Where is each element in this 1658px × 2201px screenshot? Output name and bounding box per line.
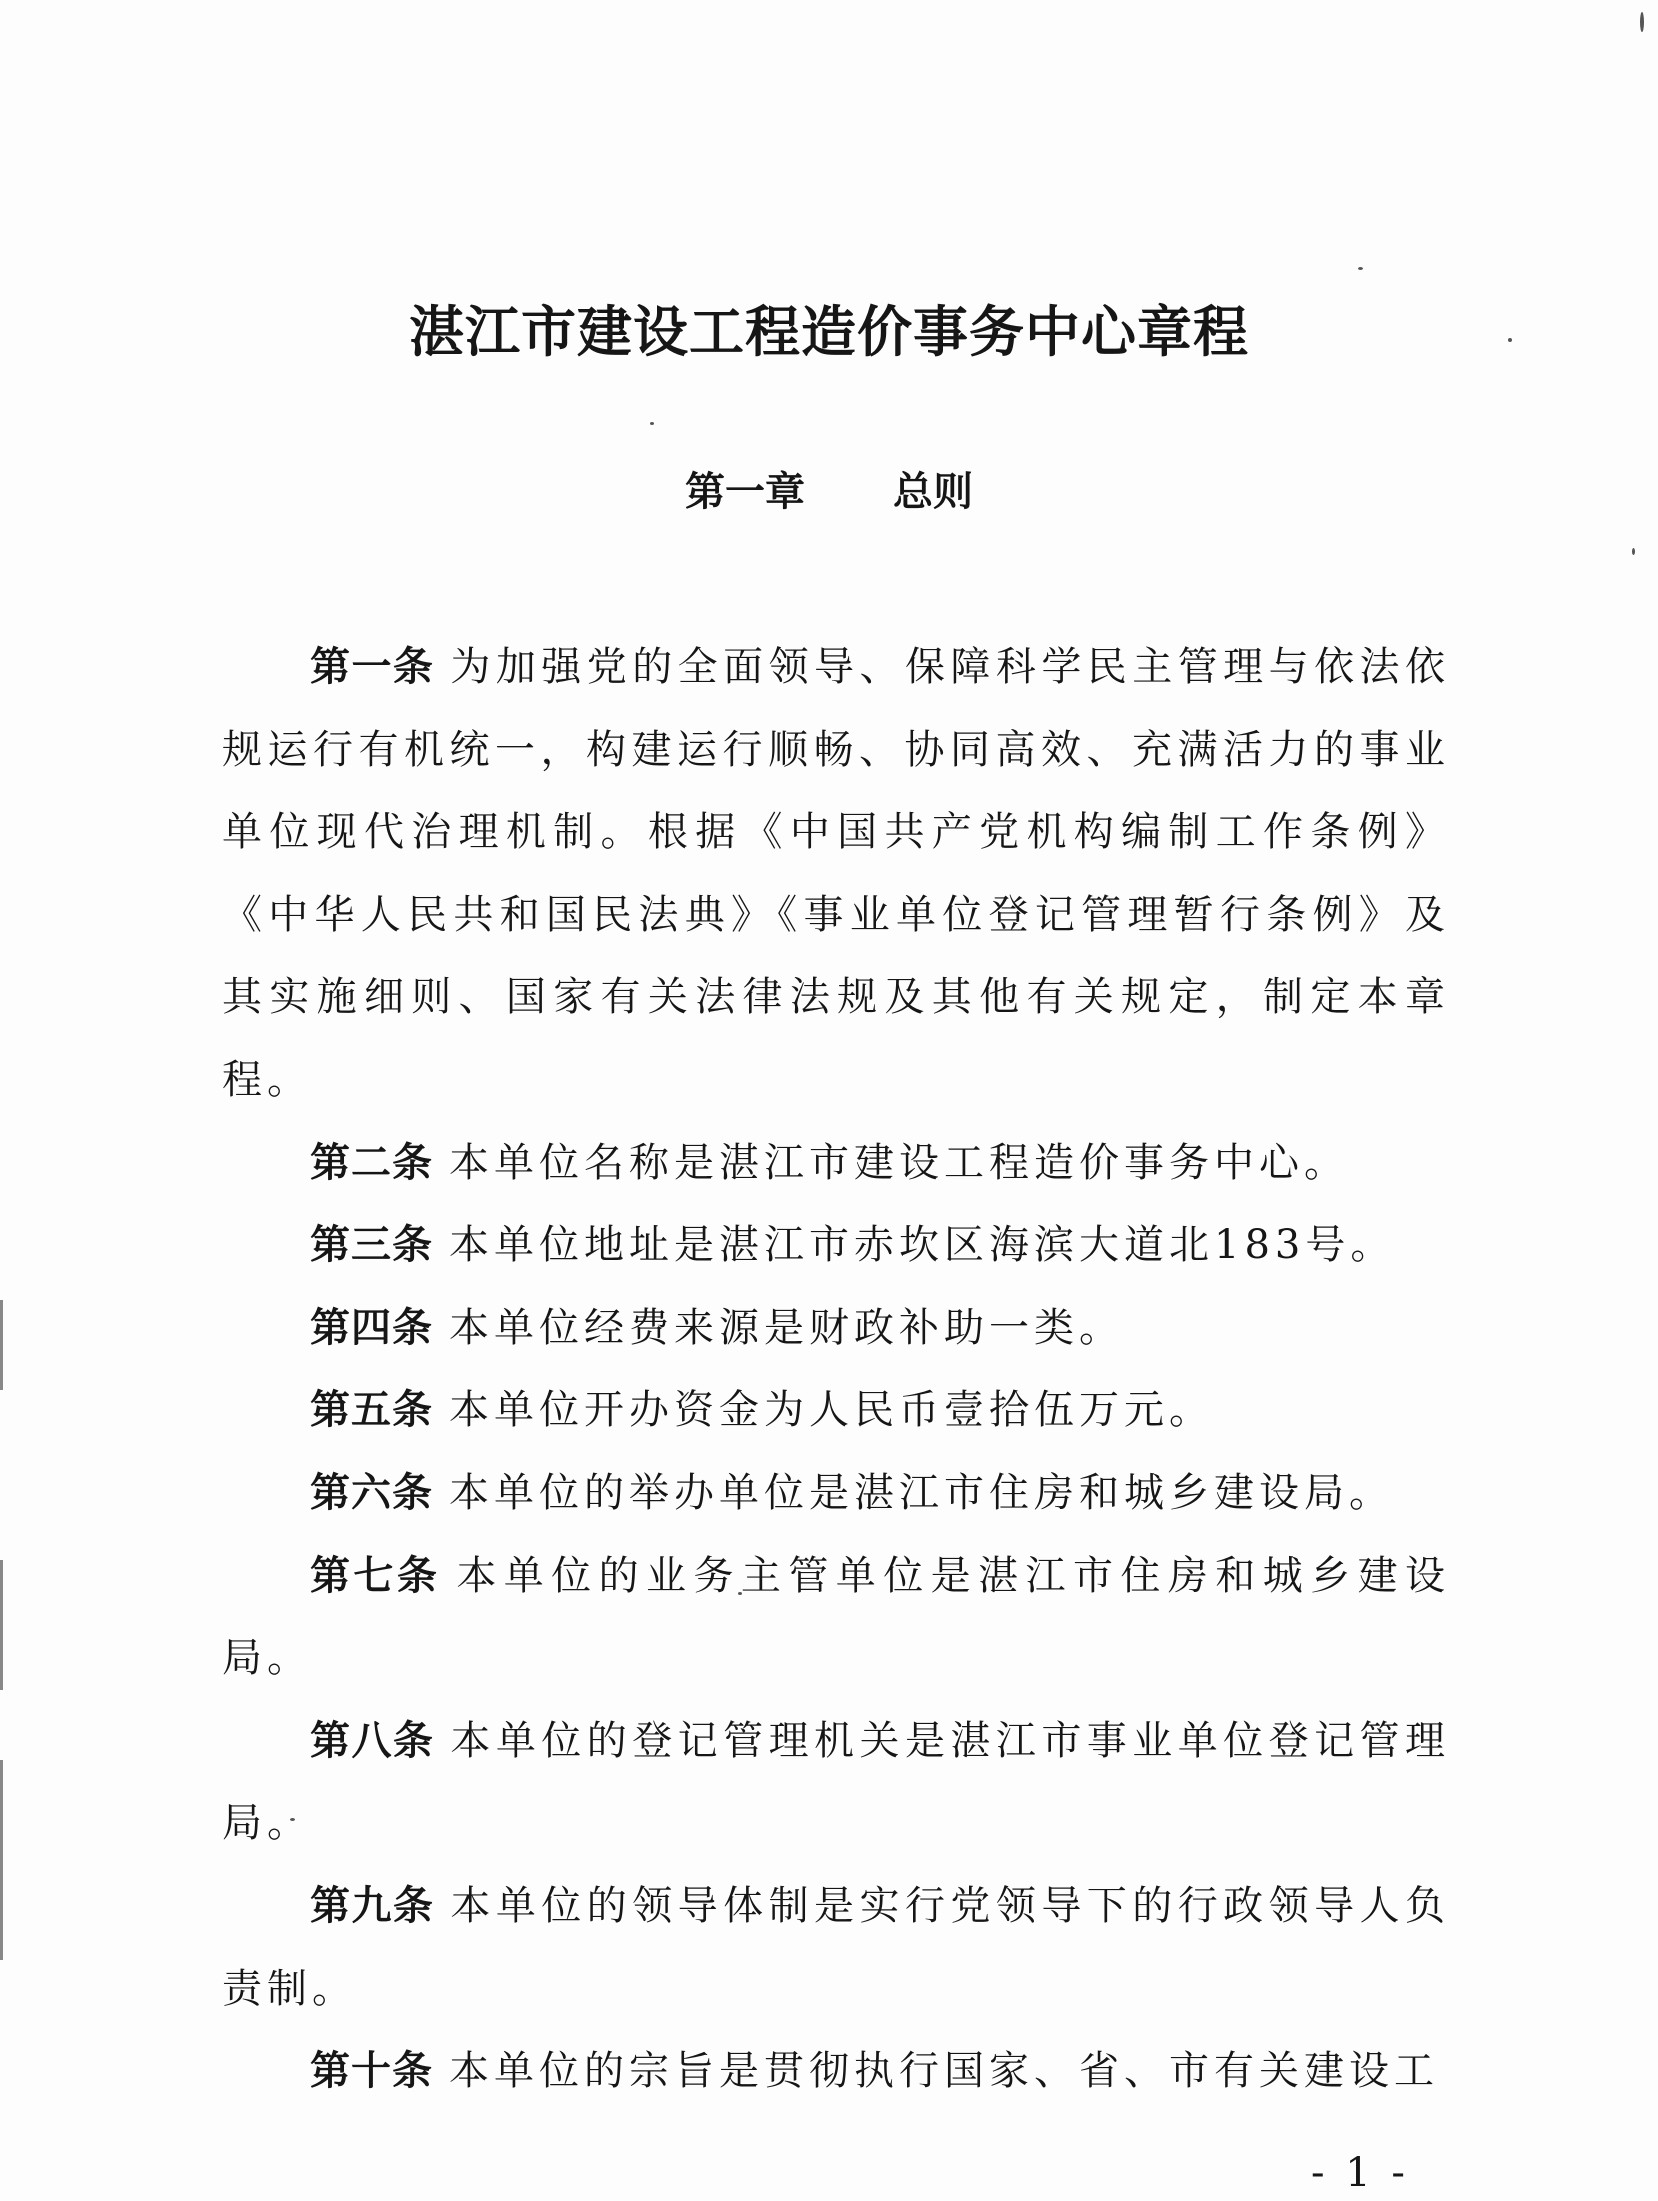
document-body bbox=[222, 626, 1450, 2113]
article-7 bbox=[222, 1535, 1450, 1700]
article-2 bbox=[222, 1122, 1450, 1205]
article-heading: 第二条 bbox=[310, 1139, 433, 1186]
article-heading: 第五条 bbox=[310, 1387, 433, 1434]
article-heading: 第八条 bbox=[310, 1717, 435, 1764]
article-heading: 第一条 bbox=[310, 644, 435, 690]
article-text: 本单位开办资金为人民币壹拾伍万元。 bbox=[449, 1387, 1214, 1434]
article-text: 本单位的宗旨是贯彻执行国家、省、市有关建设工 bbox=[449, 2048, 1439, 2095]
article-text: 本单位经费来源是财政补助一类。 bbox=[449, 1304, 1124, 1351]
chapter-heading bbox=[0, 462, 1658, 522]
article-3 bbox=[222, 1204, 1450, 1287]
article-1 bbox=[222, 626, 1450, 1122]
article-heading: 第九条 bbox=[310, 1882, 435, 1929]
scan-edge-mark bbox=[0, 1300, 3, 1390]
article-text: 本单位地址是湛江市赤坎区海滨大道北183号。 bbox=[449, 1222, 1396, 1269]
article-4 bbox=[222, 1287, 1450, 1370]
article-10 bbox=[222, 2030, 1450, 2113]
chapter-number: 第一章 bbox=[685, 469, 805, 515]
scan-edge-mark bbox=[0, 1760, 3, 1960]
article-heading: 第十条 bbox=[310, 2048, 433, 2095]
article-8 bbox=[222, 1700, 1450, 1865]
scan-speck bbox=[1632, 548, 1635, 555]
scan-edge-mark bbox=[0, 1560, 3, 1690]
article-6 bbox=[222, 1452, 1450, 1535]
article-text: 为加强党的全面领导、保障科学民主管理与依法依规运行有机统一，构建运行顺畅、协同高效、充满活力的事业单位现代治理机制。根据《中国共产党机构编制工作条例》《中华人民共和国民法典》《事业单位登记管理暂行条例》及其实施细则、国家有关法律法规及其他有关规定，制定本章程。 bbox=[222, 644, 1450, 1103]
article-text: 本单位的领导体制是实行党领导下的行政领导人负责制。 bbox=[222, 1882, 1450, 2012]
article-text: 本单位的登记管理机关是湛江市事业单位登记管理局。 bbox=[222, 1717, 1450, 1847]
article-text: 本单位的举办单位是湛江市住房和城乡建设局。 bbox=[449, 1469, 1394, 1516]
article-heading: 第七条 bbox=[310, 1552, 441, 1599]
article-9 bbox=[222, 1865, 1450, 2030]
chapter-name: 总则 bbox=[893, 469, 973, 515]
scan-speck bbox=[1358, 267, 1363, 270]
page-number: - 1 - bbox=[1311, 2150, 1409, 2196]
document-title: 湛江市建设工程造价事务中心章程 bbox=[408, 299, 1249, 364]
article-text: 本单位名称是湛江市建设工程造价事务中心。 bbox=[449, 1139, 1349, 1186]
article-heading: 第三条 bbox=[310, 1222, 433, 1269]
article-heading: 第四条 bbox=[310, 1304, 433, 1351]
article-heading: 第六条 bbox=[310, 1469, 433, 1516]
article-5 bbox=[222, 1369, 1450, 1452]
scan-speck bbox=[650, 422, 654, 425]
scan-speck bbox=[1640, 12, 1644, 32]
article-text: 本单位的业务主管单位是湛江市住房和城乡建设局。 bbox=[222, 1552, 1451, 1682]
